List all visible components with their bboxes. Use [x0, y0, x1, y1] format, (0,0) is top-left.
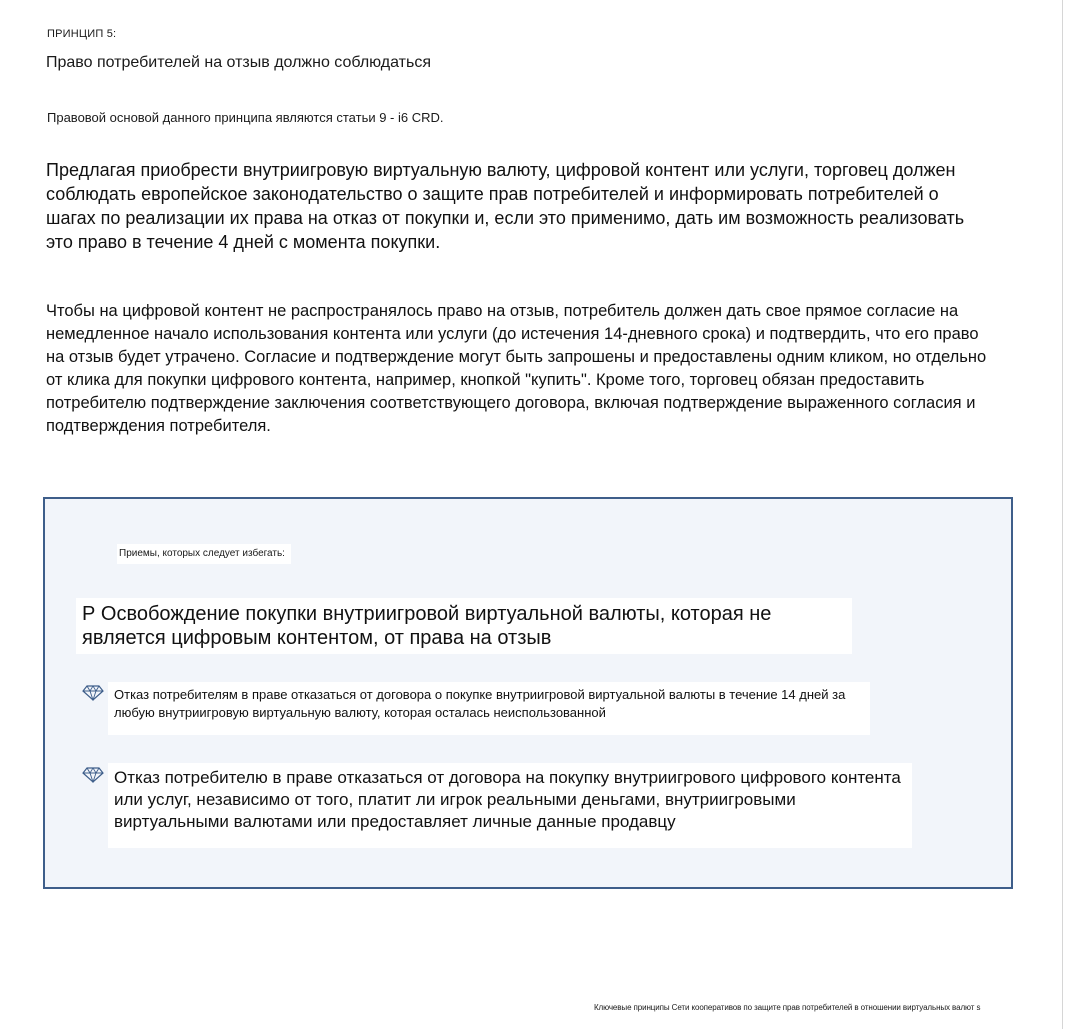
practice-item-text: Отказ потребителю в праве отказаться от договора на покупку внутриигрового цифрового контента или услуг, независимо от того, платит ли игрок реальными деньгами, внутриигровыми виртуальными валютами или предоставляет личные данные продавцу — [108, 763, 912, 848]
practices-to-avoid-heading: Приемы, которых следует избегать: — [117, 544, 291, 564]
practices-to-avoid-panel — [43, 497, 1013, 889]
main-practice-text: Р Освобождение покупки внутриигровой виртуальной валюты, которая не является цифровым контентом, от права на отзыв — [76, 598, 852, 654]
principle-title: Право потребителей на отзыв должно соблюдаться — [46, 54, 432, 71]
legal-basis-note: Правовой основой данного принципа являются статьи 9 - i6 CRD. — [47, 110, 444, 125]
body-paragraph: Чтобы на цифровой контент не распространялось право на отзыв, потребитель должен дать свое прямое согласие на немедленное начало использования контента или услуги (до истечения 14-дневного срока) и подтвердить, что его право на отзыв будет утрачено. Согласие и подтверждение могут быть запрошены и предоставлены одним кликом, но отдельно от клика для покупки цифрового контента, например, кнопкой "купить". Кроме того, торговец обязан предоставить потребителю подтверждение заключения соответствующего договора, включая подтверждение выраженного согласия и подтверждения потребителя. — [46, 302, 987, 435]
page-edge-rule — [1062, 0, 1063, 1029]
diamond-icon — [82, 685, 104, 701]
page-footer: Ключевые принципы Сети кооперативов по защите прав потребителей в отношении виртуальных валют s — [594, 1003, 981, 1012]
principle-label: ПРИНЦИП 5: — [47, 28, 117, 40]
lead-paragraph: Предлагая приобрести внутриигровую виртуальную валюту, цифровой контент или услуги, торговец должен соблюдать европейское законодательство о защите прав потребителей и информировать потребителей о шагах по реализации их права на отказ от покупки и, если это применимо, дать им возможность реализовать это право в течение 4 дней с момента покупки. — [46, 160, 965, 252]
practice-item-text: Отказ потребителям в праве отказаться от договора о покупке внутриигровой виртуальной валюты в течение 14 дней за любую внутриигровую виртуальную валюту, которая осталась неиспользованной — [108, 682, 870, 735]
diamond-icon — [82, 767, 104, 783]
